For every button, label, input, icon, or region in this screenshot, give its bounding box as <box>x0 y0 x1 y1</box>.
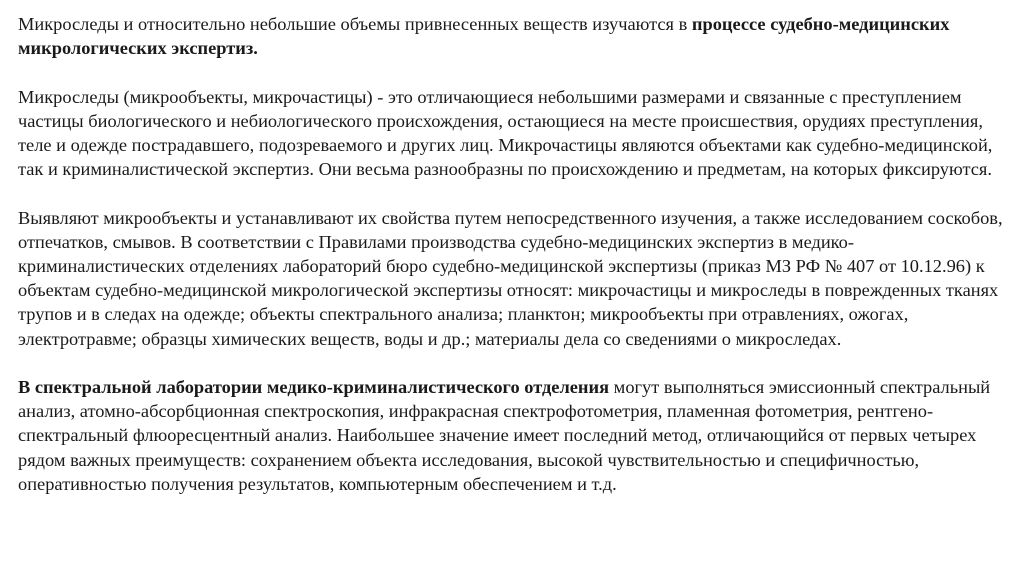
text-content <box>18 12 1008 496</box>
paragraph-intro-bold: процессе судебно-медицинских микрологических экспертиз. <box>18 14 950 59</box>
paragraph-spectral-lab-text: могут выполняться эмиссионный спектральный анализ, атомно-абсорбционная спектроскопия, инфракрасная спектрофотометрия, пламенная фотометрия, рентгено-спектральный флюоресцентный анализ. Наибольшее значение имеет последний метод, отличающийся от первых четырех рядом важных преимуществ: сохранением объекта исследования, высокой чувствительностью и специфичностью, оперативностью получения результатов, компьютерным обеспечением и т.д. <box>18 377 991 494</box>
paragraph-definition-text: Микроследы (микрообъекты, микрочастицы) - это отличающиеся небольшими размерами и связанные с преступлением частицы биологического и небиологического происхождения, остающиеся на месте происшествия, орудиях преступления, теле и одежде пострадавшего, подозреваемого и других лиц. Микрочастицы являются объектами как судебно-медицинской, так и криминалистической экспертиз. Они весьма разнообразны по происхождению и предметам, на которых фиксируются. <box>18 86 993 180</box>
paragraph-spectral-lab-bold: В спектральной лаборатории медико-криминалистического отделения <box>18 377 610 397</box>
paragraph-objects-text: Выявляют микрообъекты и устанавливают их свойства путем непосредственного изучения, а также исследованием соскобов, отпечатков, смывов. В соответствии с Правилами производства судебно-медицинских экспертиз в медико-криминалистических отделениях лабораторий бюро судебно-медицинской экспертизы (приказ МЗ РФ № 407 от 10.12.96) к объектам судебно-медицинской микрологической экспертизы относят: микрочастицы и микроследы в поврежденных тканях трупов и в следах на одежде; объекты спектрального анализа; планктон; микрообъекты при отравлениях, ожогах, электротравме; образцы химических веществ, воды и др.; материалы дела со сведениями о микроследах. <box>18 207 1003 349</box>
paragraph-intro-text: Микроследы и относительно небольшие объемы привнесенных веществ изучаются в <box>18 14 692 34</box>
paragraph-spectral-lab <box>18 375 1008 496</box>
paragraph-definition <box>18 85 1008 182</box>
paragraph-intro <box>18 12 1008 60</box>
paragraph-objects <box>18 206 1008 351</box>
